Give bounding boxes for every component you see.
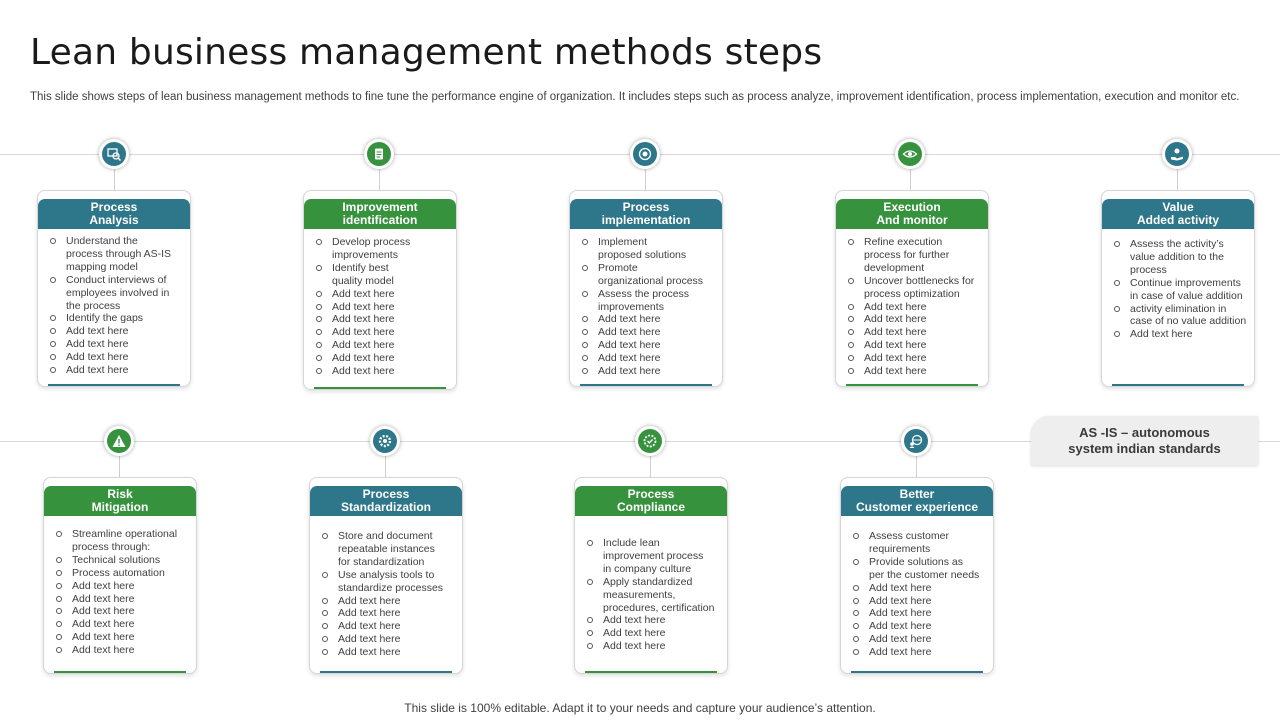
step-card-item: for standardization: [338, 555, 425, 568]
step-card-item: standardize processes: [338, 581, 444, 594]
step-card-item: organizational process: [598, 274, 704, 287]
step-node: [104, 426, 134, 456]
step-card-title-line: Customer experience: [855, 500, 979, 514]
step-card-item: quality model: [332, 274, 394, 287]
step-card-item: Add text here: [585, 614, 721, 627]
step-card-underline: [320, 671, 452, 673]
step-card-underline: [846, 384, 978, 386]
step-card: [303, 190, 457, 390]
hand-coin-icon: [1165, 142, 1189, 166]
step-card-item: improvement process: [603, 549, 704, 562]
step-card-item: process for further: [864, 248, 950, 261]
step-card-item: per the customer needs: [869, 568, 980, 581]
step-card-item: Add text here: [1112, 328, 1248, 341]
step-card-list: [54, 528, 190, 657]
step-card-item: improvements: [332, 248, 398, 261]
step-card-list: [320, 530, 456, 659]
step-card: [37, 190, 191, 387]
step-card-header: [570, 199, 722, 229]
step-card-item: Conduct interviews of: [48, 274, 184, 287]
step-card-item: value addition to the: [1130, 250, 1224, 263]
step-card-list: [48, 235, 184, 377]
step-card-header: [1102, 199, 1254, 229]
step-card-item: Add text here: [851, 607, 987, 620]
step-card-item: Add text here: [48, 364, 184, 377]
callout-box: [1031, 416, 1258, 465]
step-card-title-line: Process: [90, 200, 138, 214]
step-card-item: Add text here: [48, 351, 184, 364]
step-card-item: Add text here: [580, 339, 716, 352]
step-card-item: Add text here: [846, 326, 982, 339]
step-card-item: Store and document: [320, 530, 456, 543]
step-card-item: Assess the activity’s: [1112, 238, 1248, 251]
step-node: [635, 426, 665, 456]
cog-check-icon: [638, 429, 662, 453]
step-card-item: Add text here: [585, 627, 721, 640]
step-card-item: Provide solutions as: [851, 556, 987, 569]
step-card-item: process: [1130, 263, 1167, 276]
step-card-item: the process: [66, 299, 121, 312]
step-card-item: Add text here: [320, 633, 456, 646]
step-card-title-line: Improvement: [342, 200, 418, 214]
step-card-item: Add text here: [851, 582, 987, 595]
step-card-item: Add text here: [846, 365, 982, 378]
step-card: [574, 477, 728, 674]
step-card-item: Add text here: [851, 633, 987, 646]
step-card-list: [314, 236, 450, 378]
step-card-underline: [48, 384, 180, 386]
step-card-item: Process automation: [54, 567, 190, 580]
step-card-item: Identify best: [314, 262, 450, 275]
step-card: [43, 477, 197, 674]
gear-icon: [373, 429, 397, 453]
step-card-title-line: Process: [362, 487, 410, 501]
step-card-item: Add text here: [48, 325, 184, 338]
step-card-item: Add text here: [314, 365, 450, 378]
step-card: [1101, 190, 1255, 387]
step-node: [364, 139, 394, 169]
step-card-item: Add text here: [54, 580, 190, 593]
step-card-item: process through:: [72, 540, 151, 553]
step-card-item: employees involved in: [66, 286, 170, 299]
step-card-list: [846, 236, 982, 378]
step-card-item: Understand the: [48, 235, 184, 248]
step-card-item: Develop process: [314, 236, 450, 249]
step-card-list: [585, 537, 721, 653]
step-card: [840, 477, 994, 674]
step-card-title-line: Analysis: [89, 213, 139, 227]
step-card-item: Add text here: [314, 326, 450, 339]
step-card-header: [575, 486, 727, 516]
step-card-list: [1112, 238, 1248, 341]
step-card-item: Add text here: [314, 301, 450, 314]
step-card-item: Add text here: [851, 595, 987, 608]
eye-icon: [898, 142, 922, 166]
customer-globe-icon: [904, 429, 928, 453]
step-card-item: Add text here: [320, 607, 456, 620]
step-card-title-line: Process: [622, 200, 670, 214]
step-card-underline: [54, 671, 186, 673]
step-card-item: Add text here: [54, 644, 190, 657]
page-title: Lean business management methods steps: [30, 32, 823, 73]
step-card-underline: [585, 671, 717, 673]
step-card-title-line: implementation: [601, 213, 691, 227]
step-card-underline: [1112, 384, 1244, 386]
step-card-item: Add text here: [585, 640, 721, 653]
step-card-title-line: Mitigation: [91, 500, 149, 514]
step-card-item: Add text here: [314, 339, 450, 352]
step-card-title-line: Process: [627, 487, 675, 501]
callout-line-2: system indian standards: [1068, 440, 1221, 456]
step-card-header: [38, 199, 190, 229]
step-card-title-line: Execution: [883, 200, 941, 214]
step-node: [901, 426, 931, 456]
step-card-underline: [851, 671, 983, 673]
step-node: [1162, 139, 1192, 169]
step-card-item: Add text here: [851, 646, 987, 659]
step-card-item: Add text here: [846, 339, 982, 352]
step-card-item: Implement: [580, 236, 716, 249]
step-card-item: Add text here: [314, 313, 450, 326]
step-card-title-line: identification: [342, 213, 418, 227]
step-card-item: development: [864, 261, 925, 274]
step-card-item: Add text here: [580, 352, 716, 365]
step-card-underline: [580, 384, 712, 386]
step-card-item: process through AS-IS: [66, 247, 172, 260]
step-card-item: procedures, certification: [603, 601, 715, 614]
step-card-list: [580, 236, 716, 378]
step-card-item: Assess the process: [580, 288, 716, 301]
step-node: [630, 139, 660, 169]
step-card-title-line: Added activity: [1136, 213, 1220, 227]
step-card-item: in company culture: [603, 562, 692, 575]
step-card-item: Add text here: [580, 365, 716, 378]
step-card-header: [310, 486, 462, 516]
step-card-item: Add text here: [48, 338, 184, 351]
step-card-item: Add text here: [314, 288, 450, 301]
step-card-header: [304, 199, 456, 229]
step-card-item: proposed solutions: [598, 248, 687, 261]
step-card-title-line: And monitor: [876, 213, 948, 227]
step-card-title-line: Better: [899, 487, 935, 501]
step-card-header: [841, 486, 993, 516]
step-card-header: [44, 486, 196, 516]
target-icon: [633, 142, 657, 166]
clipboard-icon: [367, 142, 391, 166]
step-card-item: Add text here: [320, 620, 456, 633]
step-card-item: Add text here: [320, 595, 456, 608]
step-card-item: Refine execution: [846, 236, 982, 249]
step-card-item: Continue improvements: [1112, 277, 1248, 290]
callout-line-1: AS -IS – autonomous: [1079, 424, 1210, 440]
step-card-item: Use analysis tools to: [320, 569, 456, 582]
step-card-underline: [314, 387, 446, 389]
page-subtitle: This slide shows steps of lean business management methods to fine tune the performance engine of organization. It includes steps such as process analyze, improvement identification, process implementation, execution and monitor etc.: [30, 91, 1240, 103]
step-card-header: [836, 199, 988, 229]
step-card-item: Include lean: [585, 537, 721, 550]
step-card-list: [851, 530, 987, 659]
step-card-item: Technical solutions: [54, 554, 190, 567]
step-card-item: Apply standardized: [585, 576, 721, 589]
step-card-item: Add text here: [54, 631, 190, 644]
step-card: [835, 190, 989, 387]
step-card-item: activity elimination in: [1112, 303, 1248, 316]
step-card-item: Add text here: [580, 326, 716, 339]
step-card-item: Identify the gaps: [48, 312, 184, 325]
step-card-item: repeatable instances: [338, 542, 435, 555]
warning-icon: [107, 429, 131, 453]
step-card-item: Add text here: [320, 646, 456, 659]
step-card-item: Add text here: [54, 593, 190, 606]
step-card-item: Streamline operational: [54, 528, 190, 541]
step-card-title-line: Standardization: [340, 500, 431, 514]
step-card-item: Add text here: [846, 352, 982, 365]
step-card-item: Add text here: [851, 620, 987, 633]
step-node: [370, 426, 400, 456]
step-card-title-line: Risk: [107, 487, 133, 501]
step-card-item: in case of value addition: [1130, 289, 1243, 302]
step-card-item: case of no value addition: [1130, 315, 1247, 328]
footer-note: This slide is 100% editable. Adapt it to your needs and capture your audience’s attention.: [404, 701, 876, 715]
step-node: [895, 139, 925, 169]
step-card-item: Assess customer: [851, 530, 987, 543]
search-chart-icon: [102, 142, 126, 166]
step-card: [569, 190, 723, 387]
step-card-item: mapping model: [66, 260, 138, 273]
step-card-item: Uncover bottlenecks for: [846, 275, 982, 288]
step-card-item: Add text here: [54, 618, 190, 631]
step-card-item: requirements: [869, 542, 931, 555]
step-card-title-line: Value: [1162, 200, 1194, 214]
step-card: [309, 477, 463, 674]
step-card-item: measurements,: [603, 588, 676, 601]
step-card-item: Add text here: [846, 301, 982, 314]
step-card-item: Add text here: [580, 313, 716, 326]
step-card-item: Add text here: [54, 605, 190, 618]
step-card-title-line: Compliance: [616, 500, 685, 514]
step-card-item: Add text here: [846, 313, 982, 326]
step-card-item: improvements: [598, 300, 664, 313]
step-card-item: Add text here: [314, 352, 450, 365]
step-card-item: Promote: [580, 262, 716, 275]
step-card-item: process optimization: [864, 287, 960, 300]
step-node: [99, 139, 129, 169]
